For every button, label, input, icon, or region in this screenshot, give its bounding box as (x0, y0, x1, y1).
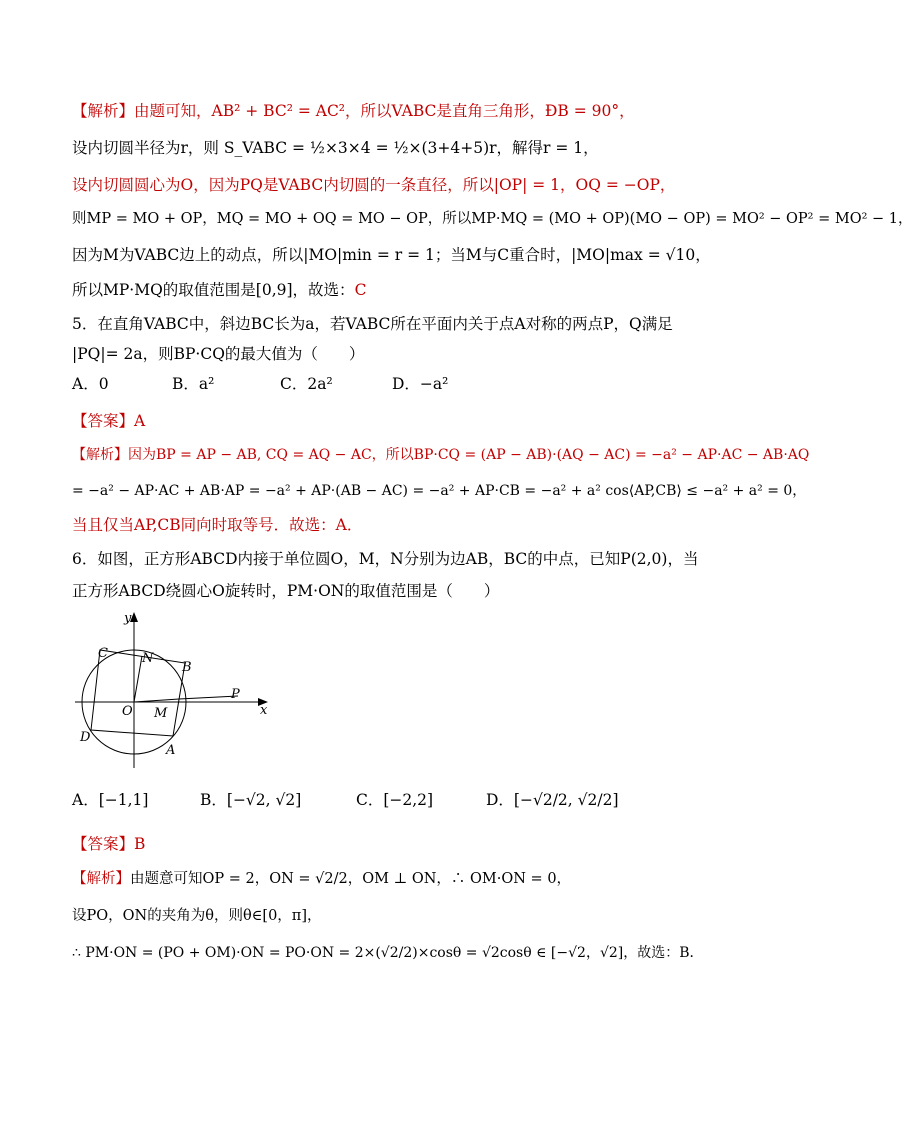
q5-option-b: B．a² (172, 375, 215, 393)
q5-option-c: C．2a² (280, 375, 333, 393)
label-x: x (260, 703, 268, 718)
segment-on (134, 656, 142, 702)
q5-solution-line-1 (72, 444, 809, 466)
q6-answer: 【答案】B (72, 835, 146, 853)
label-m: M (154, 706, 168, 721)
answer-choice: C (354, 281, 367, 299)
square-abcd (91, 650, 185, 736)
label-p: P (231, 687, 240, 702)
q5-option-d: D．−a² (392, 375, 449, 393)
segment-mp (179, 696, 238, 699)
q6-solution-line-3: ∴ PM·ON = (PO + OM)·ON = PO·ON = 2×(√2/2)×cosθ = √2cosθ ∈ [−√2，√2]，故选：B． (72, 945, 704, 961)
label-d: D (80, 730, 91, 745)
q5-solution-line-3: 当且仅当AP,CB同向时取等号．故选：A． (72, 516, 363, 534)
label-a: A (166, 743, 176, 758)
label-c: C (98, 646, 108, 661)
q6-option-a: A．[−1,1] (72, 791, 149, 809)
q6-stem-line-1: 6．如图，正方形ABCD内接于单位圆O，M，N分别为边AB，BC的中点，已知P(2,0)，当 (72, 550, 699, 568)
prev-solution-line-1 (72, 100, 635, 122)
q5-stem-line-1: 5．在直角VABC中，斜边BC长为a，若VABC所在平面内关于点A对称的两点P，Q满足 (72, 315, 673, 333)
q5-option-a: A．0 (72, 375, 109, 393)
solution-text: 因为BP = AP − AB, CQ = AQ − AC，所以BP·CQ = (AP − AB)·(AQ − AC) = −a² − AP·AC − AB·AQ (128, 447, 810, 463)
prev-solution-line-3: 设内切圆圆心为O，因为PQ是VABC内切圆的一条直径，所以|OP| = 1，OQ = −OP， (72, 176, 676, 194)
q5-solution-line-2: = −a² − AP·AC + AB·AP = −a² + AP·(AB − AC) = −a² + AP·CB = −a² + a² cos⟨AP,CB⟩ ≤ −a² + a² = 0， (72, 483, 807, 499)
solution-label: 【解析】 (72, 871, 130, 887)
range-text: 所以MP·MQ的取值范围是[0,9]，故选： (72, 281, 355, 299)
label-y: y (124, 611, 132, 626)
q6-solution-line-2: 设PO，ON的夹角为θ，则θ∈[0，π]， (72, 908, 322, 924)
prev-solution-line-2: 设内切圆半径为r，则 S_VABC = ½×3×4 = ½×(3+4+5)r，解得r = 1， (72, 139, 599, 157)
q5-stem-line-2: |PQ|= 2a，则BP·CQ的最大值为（ ） (72, 345, 365, 363)
prev-solution-line-4: 则MP = MO + OP，MQ = MO + OQ = MO − OP，所以MP·MQ = (MO + OP)(MO − OP) = MO² − OP² = MO² − 1， (72, 211, 913, 227)
solution-text: 由题可知，AB² + BC² = AC²，所以VABC是直角三角形，ÐB = 90°， (134, 102, 635, 120)
q6-solution-line-1 (72, 868, 571, 890)
solution-label: 【解析】 (72, 447, 128, 463)
solution-text: 由题意可知OP = 2，ON = √2/2，OM ⊥ ON，∴ OM·ON = 0， (130, 871, 572, 887)
q6-figure (72, 608, 282, 773)
solution-label: 【解析】 (72, 102, 135, 120)
prev-solution-line-5: 因为M为VABC边上的动点，所以|MO|min = r = 1；当M与C重合时，|MO|max = √10， (72, 246, 711, 264)
q5-answer: 【答案】A (72, 412, 146, 430)
q6-option-c: C．[−2,2] (356, 791, 434, 809)
label-o: O (122, 704, 133, 719)
q6-option-d: D．[−√2/2, √2/2] (486, 791, 619, 809)
q6-option-b: B．[−√2, √2] (200, 791, 302, 809)
q6-stem-line-2: 正方形ABCD绕圆心O旋转时，PM·ON的取值范围是（ ） (72, 582, 500, 600)
label-n: N (142, 651, 154, 666)
prev-solution-line-6 (72, 279, 366, 301)
label-b: B (182, 660, 192, 675)
